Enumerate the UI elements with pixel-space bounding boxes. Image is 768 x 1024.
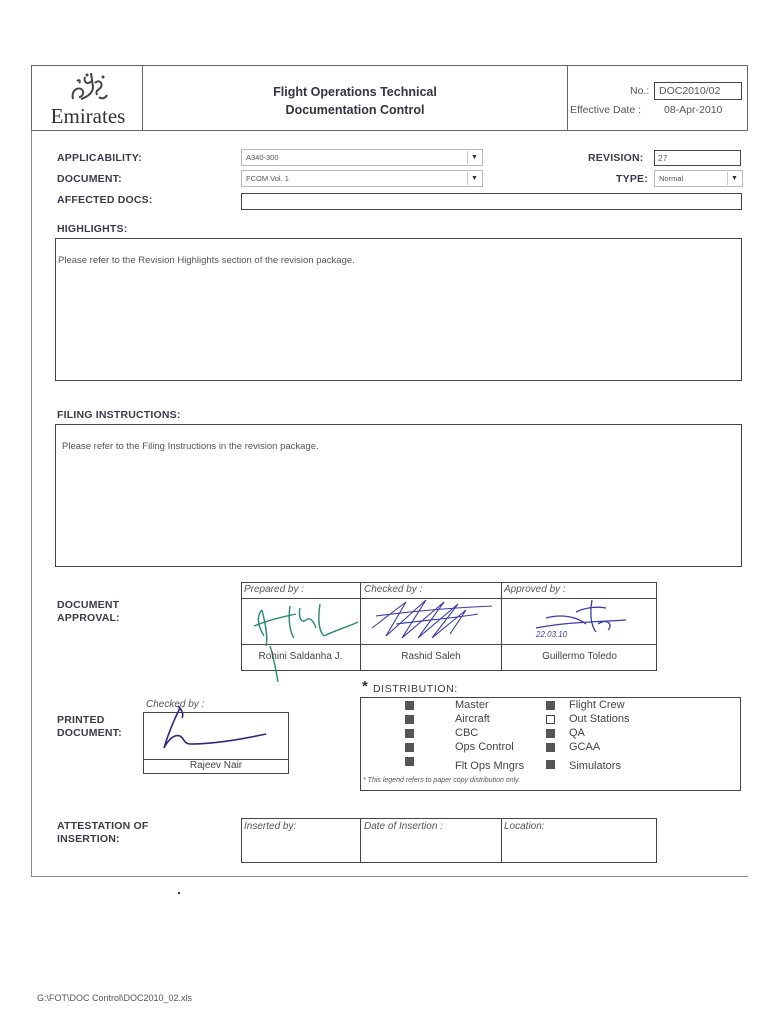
printed-document-label: [57, 714, 122, 740]
revision-field[interactable]: 27: [654, 150, 741, 166]
dist-out-stations-checkbox[interactable]: [546, 715, 555, 724]
filing-instructions-text: Please refer to the Filing Instructions in the revision package.: [62, 441, 319, 452]
printed-checked-by-label: Checked by :: [146, 699, 205, 710]
prepared-name: Rohini Saldanha J.: [258, 651, 343, 662]
attestation-label: [57, 820, 148, 846]
type-dropdown[interactable]: [654, 170, 743, 187]
dist-master-checkbox[interactable]: [405, 701, 414, 710]
distribution-label: DISTRIBUTION:: [373, 683, 458, 695]
approved-name: Guillermo Toledo: [542, 651, 617, 662]
dist-gcaa-checkbox[interactable]: [546, 743, 555, 752]
prepared-by-label: Prepared by :: [244, 584, 305, 595]
scan-speck: [178, 892, 180, 894]
location-field[interactable]: Location:: [504, 821, 545, 832]
approval-label-line-2: APPROVAL:: [57, 612, 120, 624]
attestation-label-line-2: INSERTION:: [57, 833, 120, 845]
approval-label-line-1: DOCUMENT: [57, 599, 120, 611]
dist-qa-label: QA: [569, 727, 585, 739]
dist-flt-ops-mngrs-label: Flt Ops Mngrs: [455, 760, 525, 772]
dist-cbc-checkbox[interactable]: [405, 729, 414, 738]
printed-label-line-2: DOCUMENT:: [57, 727, 122, 739]
dist-master-label: Master: [455, 699, 489, 711]
dist-flt-ops-mngrs-checkbox[interactable]: [405, 757, 414, 766]
dist-aircraft-label: Aircraft: [455, 713, 490, 725]
title-line-2: Documentation Control: [285, 103, 425, 117]
applicability-dropdown[interactable]: [241, 149, 483, 166]
dist-ops-control-checkbox[interactable]: [405, 743, 414, 752]
type-value: Normal: [659, 174, 684, 183]
printed-label-line-1: PRINTED: [57, 714, 105, 726]
effective-date-label: Effective Date :: [570, 104, 642, 116]
type-label: TYPE:: [616, 173, 648, 185]
dist-qa-checkbox[interactable]: [546, 729, 555, 738]
document-approval-label: [57, 599, 120, 625]
document-dropdown[interactable]: [241, 170, 483, 187]
effective-date-value: 08-Apr-2010: [664, 104, 723, 116]
document-label: DOCUMENT:: [57, 173, 122, 185]
distribution-asterisk-icon: *: [362, 678, 368, 695]
emirates-logo: [31, 65, 143, 131]
doc-number-panel: [567, 65, 748, 131]
chevron-down-icon[interactable]: ▼: [467, 172, 481, 185]
dist-simulators-checkbox[interactable]: [546, 760, 555, 769]
highlights-label: HIGHLIGHTS:: [57, 223, 128, 235]
checked-by-label: Checked by :: [364, 584, 423, 595]
attestation-table: [241, 818, 657, 863]
filing-instructions-label: FILING INSTRUCTIONS:: [57, 409, 181, 421]
highlights-box[interactable]: [55, 238, 742, 381]
inserted-by-field[interactable]: Inserted by:: [244, 821, 297, 832]
distribution-note: * This legend refers to paper copy distribution only.: [363, 777, 521, 784]
affected-docs-label: AFFECTED DOCS:: [57, 194, 153, 206]
emirates-emblem-icon: [65, 69, 111, 105]
doc-number-field[interactable]: DOC2010/02: [654, 82, 742, 100]
affected-docs-field[interactable]: [241, 193, 742, 210]
dist-flight-crew-label: Flight Crew: [569, 699, 625, 711]
applicability-value: A340-300: [246, 153, 279, 162]
checked-signature: [366, 594, 498, 644]
doc-number-label: No.:: [630, 85, 650, 97]
dist-simulators-label: Simulators: [569, 760, 621, 772]
dist-flight-crew-checkbox[interactable]: [546, 701, 555, 710]
date-of-insertion-field[interactable]: Date of Insertion :: [364, 821, 443, 832]
prepared-signature: [244, 596, 364, 686]
form-title: [143, 65, 567, 131]
file-path-footer: G:\FOT\DOC Control\DOC2010_02.xls: [37, 993, 193, 1003]
printed-signature: [148, 700, 278, 760]
filing-instructions-box[interactable]: [55, 424, 742, 567]
attestation-col-divider-1: [360, 818, 361, 863]
printed-checker-name: Rajeev Nair: [189, 760, 243, 771]
approved-by-label: Approved by :: [504, 584, 566, 595]
checked-name: Rashid Saleh: [401, 651, 461, 662]
document-value: FCOM Vol. 1: [246, 174, 289, 183]
applicability-label: APPLICABILITY:: [57, 152, 142, 164]
title-line-1: Flight Operations Technical: [273, 85, 437, 99]
attestation-label-line-1: ATTESTATION OF: [57, 820, 149, 832]
approved-signature: [506, 594, 654, 644]
chevron-down-icon[interactable]: ▼: [467, 151, 481, 164]
dist-ops-control-label: Ops Control: [455, 741, 514, 753]
dist-aircraft-checkbox[interactable]: [405, 715, 414, 724]
dist-cbc-label: CBC: [455, 727, 479, 739]
revision-label: REVISION:: [588, 152, 644, 164]
dist-out-stations-label: Out Stations: [569, 713, 630, 725]
attestation-col-divider-2: [501, 818, 502, 863]
logo-text: Emirates: [50, 104, 126, 128]
approved-date: 22.03.10: [536, 630, 568, 639]
highlights-text: Please refer to the Revision Highlights section of the revision package.: [58, 255, 355, 266]
chevron-down-icon[interactable]: ▼: [727, 172, 741, 185]
dist-gcaa-label: GCAA: [569, 741, 601, 753]
